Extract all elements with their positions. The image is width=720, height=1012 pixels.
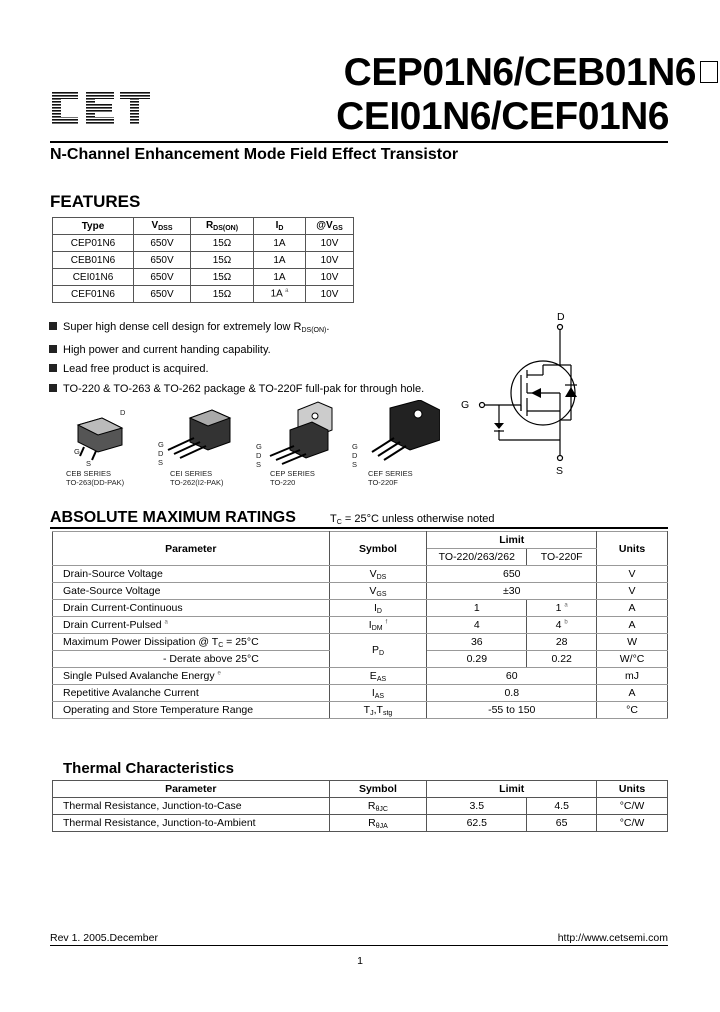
list-item: Lead free product is acquired.: [49, 360, 424, 380]
bullet-square-icon: [49, 384, 57, 392]
table-row: Thermal Resistance, Junction-to-Ambient $R_{\theta JA}$ 62.5 65 °C/W: [53, 815, 668, 832]
abs-max-divider: [50, 527, 668, 529]
col-vdss: $V_{DSS}$: [134, 218, 191, 235]
features-table: [52, 217, 354, 303]
features-table-header: [53, 218, 354, 235]
schematic-label-g: G: [461, 399, 470, 411]
pkg3-label: CEP SERIES TO-220: [270, 469, 315, 487]
to262-package-icon: [168, 410, 230, 458]
table-row: Maximum Power Dissipation @ $T_C = 25^\circ C$ $P_D$ 36 28 W: [53, 634, 668, 651]
pkg2-pins: G D S: [158, 440, 164, 467]
page-number: 1: [357, 955, 363, 967]
table-row: Operating and Store Temperature Range $T_J,T_{stg}$ -55 to 150 °C: [53, 702, 668, 719]
abs-max-table: [52, 531, 668, 719]
col-id: $I_D$: [254, 218, 306, 235]
pkg3-pins: G D S: [256, 442, 262, 469]
pkg1-pin-d: D: [120, 408, 126, 417]
mosfet-schematic-icon: [455, 305, 670, 480]
thermal-heading: Thermal Characteristics: [63, 760, 234, 777]
schematic-label-s: S: [556, 465, 564, 477]
col-type: Type: [53, 218, 134, 235]
pkg4-label: CEF SERIES TO-220F: [368, 469, 413, 487]
table-row: Repetitive Avalanche Current $I_{AS}$ 0.8 A: [53, 685, 668, 702]
thermal-header-row: Parameter Symbol Limit Units: [53, 781, 668, 798]
col-vgs: $@V_{GS}$: [306, 218, 354, 235]
table-row: CEF01N6 650V 15Ω 1A $^a$ 10V: [53, 286, 354, 303]
pkg4-pins: G D S: [352, 442, 358, 469]
list-item: Super high dense cell design for extremely low $R_{DS(ON)}$.: [49, 318, 424, 341]
pkg1-pin-g: G: [74, 447, 80, 456]
abs-max-heading: ABSOLUTE MAXIMUM RATINGS: [50, 509, 296, 526]
list-item: TO-220 & TO-263 & TO-262 package & TO-220F full-pak for through hole.: [49, 380, 424, 400]
table-row: Drain Current-Pulsed $^a$ $I_{DM}$ $^f$ 4 4 $^b$ A: [53, 617, 668, 634]
abs-max-condition: $T_C = 25^\circ C$ unless otherwise noted: [330, 513, 495, 526]
col-rdson: $R_{DS(ON)}$: [191, 218, 254, 235]
to220-package-icon: [270, 402, 332, 464]
thermal-table: [52, 780, 668, 832]
feature-bullets: [49, 318, 424, 399]
abs-max-subheader-row: TO-220/263/262 TO-220F: [53, 549, 668, 566]
table-row: - Derate above 25°C 0.29 0.22 W/°C: [53, 651, 668, 668]
table-row: Drain Current-Continuous $I_D$ 1 1 $^a$ A: [53, 600, 668, 617]
page-subtitle: N-Channel Enhancement Mode Field Effect Transistor: [50, 146, 459, 163]
footer-divider: [50, 945, 668, 946]
list-item: High power and current handing capability.: [49, 341, 424, 361]
bullet-square-icon: [49, 345, 57, 353]
pkg1-pin-s: S: [86, 459, 92, 468]
box-glyph: [700, 61, 718, 83]
part-title-line2: CEI01N6/CEF01N6: [336, 95, 669, 138]
table-row: Drain-Source Voltage $V_{DS}$ 650 V: [53, 566, 668, 583]
part-title-line1: CEP01N6/CEB01N6: [318, 52, 718, 94]
table-row: Single Pulsed Avalanche Energy $^e$ $E_{AS}$ 60 mJ: [53, 668, 668, 685]
header-divider: [50, 141, 668, 143]
to220f-package-icon: [372, 400, 440, 460]
revision-date: Rev 1. 2005.December: [50, 932, 158, 944]
bullet-square-icon: [49, 364, 57, 372]
table-row: CEP01N6 650V 15Ω 1A 10V: [53, 235, 354, 252]
features-heading: FEATURES: [50, 192, 141, 211]
table-row: Thermal Resistance, Junction-to-Case $R_{\theta JC}$ 3.5 4.5 °C/W: [53, 798, 668, 815]
table-row: CEB01N6 650V 15Ω 1A 10V: [53, 252, 354, 269]
website-link[interactable]: http://www.cetsemi.com: [557, 932, 668, 944]
abs-max-header-row: Parameter Symbol Limit Units: [53, 532, 668, 549]
bullet-square-icon: [49, 322, 57, 330]
to263-package-icon: [78, 418, 122, 460]
cet-logo: [50, 89, 152, 127]
table-row: CEI01N6 650V 15Ω 1A 10V: [53, 269, 354, 286]
pkg2-label: CEI SERIES TO-262(I2-PAK): [170, 469, 224, 487]
pkg1-label: CEB SERIES TO-263(DD-PAK): [66, 469, 125, 487]
schematic-label-d: D: [557, 311, 565, 323]
table-row: Gate-Source Voltage $V_{GS}$ ±30 V: [53, 583, 668, 600]
